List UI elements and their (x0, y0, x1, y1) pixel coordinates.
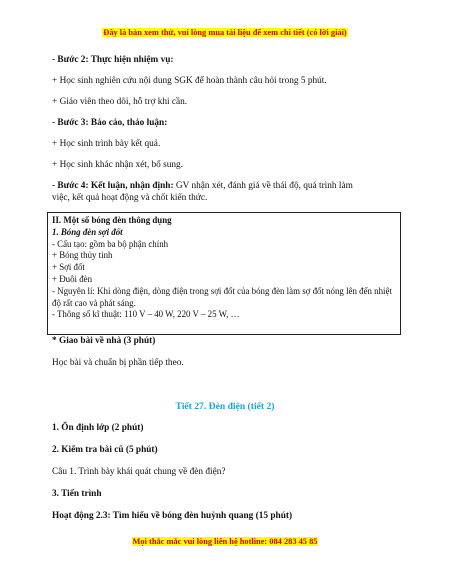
step4-line-1 (52, 180, 353, 192)
box-specs: - Thông số kĩ thuật: 110 V – 40 W, 220 V – 25 W, … (52, 309, 240, 320)
box-subheading: 1. Bóng đèn sợi đốt (52, 226, 123, 237)
box-heading: II. Một số bóng đèn thông dụng (52, 215, 172, 225)
step2-item-1: + Học sinh nghiên cứu nội dung SGK để hoàn thành câu hỏi trong 5 phút. (52, 76, 327, 86)
hotline-text: Mọi thắc mắc vui lòng liên hệ hotline: 084 283 45 85 (132, 537, 318, 546)
step3-item-1: + Học sinh trình bày kết quả. (52, 139, 161, 149)
box-line-base: + Đuôi đèn (52, 273, 93, 284)
homework-title: * Giao bài về nhà (3 phút) (52, 336, 156, 346)
step2-title: - Bước 2: Thực hiện nhiệm vụ: (52, 55, 174, 65)
activity-title: Hoạt động 2.3: Tìm hiểu về bóng đèn huỳnh quang (15 phút) (52, 511, 293, 521)
step4-label: - Bước 4: Kết luận, nhận định: (52, 181, 174, 191)
step3-title: - Bước 3: Báo cáo, thảo luận: (52, 118, 168, 128)
hotline-banner (0, 537, 450, 546)
section-1-title: 1. Ổn định lớp (2 phút) (52, 423, 144, 433)
question-1: Câu 1. Trình bày khái quát chung về đèn điện? (52, 467, 226, 477)
box-line-filament: + Sợi đốt (52, 262, 85, 273)
box-line-glass: + Bóng thủy tinh (52, 250, 113, 261)
section-2-title: 2. Kiểm tra bài cũ (5 phút) (52, 445, 158, 455)
knowledge-box (47, 212, 401, 335)
box-principle: - Nguyên lí: Khi dòng điện, dòng điện trong sợi đốt của bóng đèn làm sợ đốt nóng lên đến nhiệt độ rất cao và phát sáng. (52, 285, 392, 308)
lesson-title: Tiết 27. Đèn điện (tiết 2) (175, 401, 275, 412)
preview-notice-text: Đây là bản xem thử, vui lòng mua tài liệu để xem chi tiết (có lời giải) (103, 28, 347, 37)
box-line-structure: - Cấu tạo: gồm ba bộ phận chính (52, 238, 169, 249)
step4-text: GV nhận xét, đánh giá về thái độ, quá trình làm (173, 181, 353, 191)
preview-notice-banner (0, 28, 450, 37)
step4-line-2: việc, kết quả hoạt động và chốt kiến thức. (52, 193, 208, 203)
step3-item-2: + Học sinh khác nhận xét, bổ sung. (52, 160, 183, 170)
homework-text: Học bài và chuẩn bị phần tiếp theo. (52, 358, 184, 368)
section-3-title: 3. Tiến trình (52, 489, 102, 499)
step2-item-2: + Giáo viên theo dõi, hỗ trợ khi cần. (52, 97, 188, 107)
